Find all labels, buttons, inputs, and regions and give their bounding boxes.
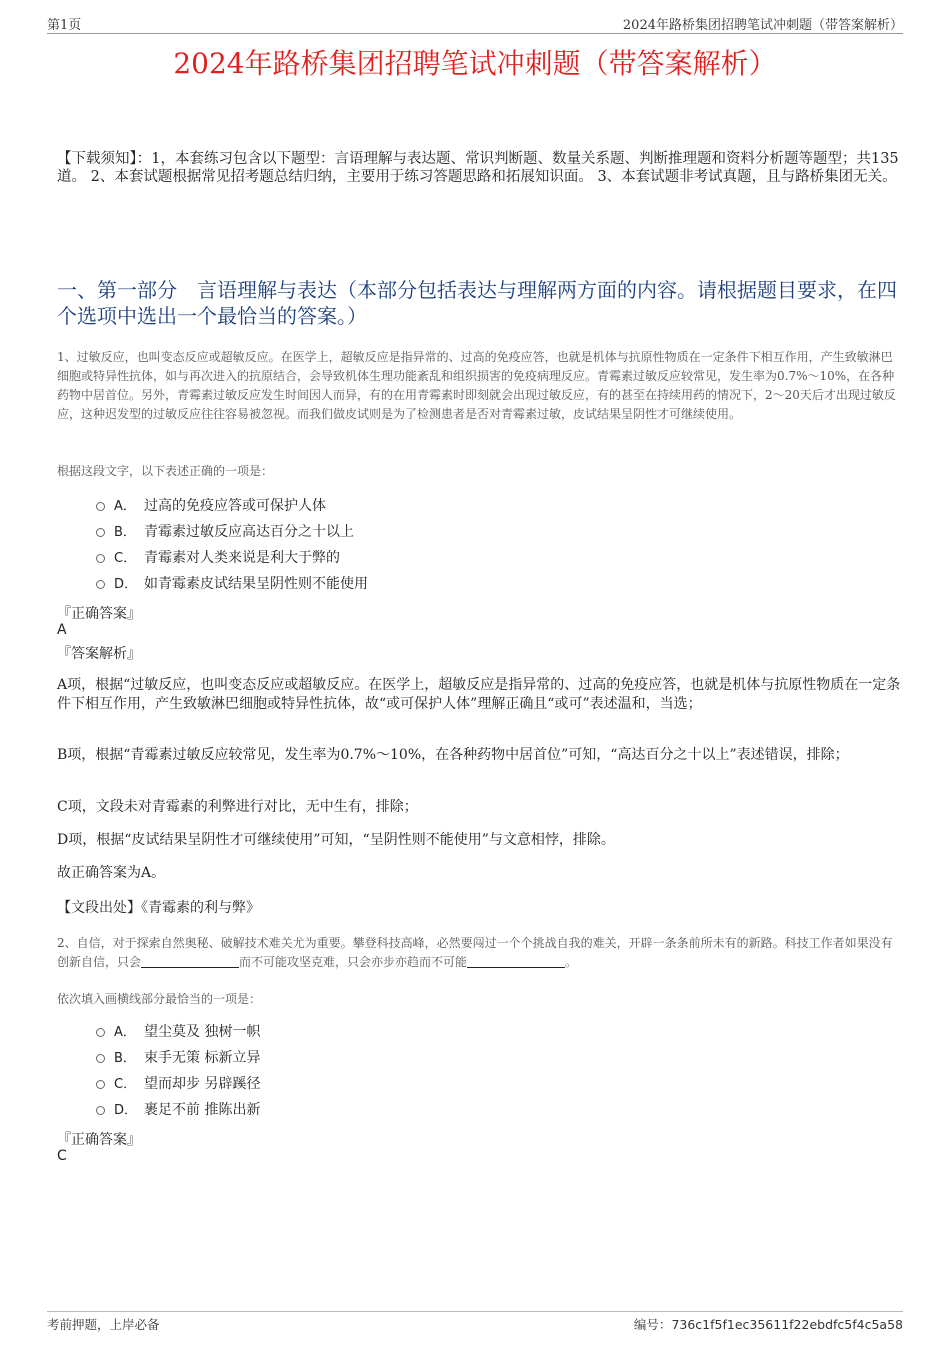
question-1-text: 1、过敏反应，也叫变态反应或超敏反应。在医学上，超敏反应是指异常的、过高的免疫应答，也就是机体与抗原性物质在一定条件下相互作用，产生致敏淋巴细胞或特异性抗体，如与再次进入的抗原结合，会导致机体生理功能紊乱和组织损害的免疫病理反应。青霉素过敏反应较常见，发生率为0.7%～10%，在各种药物中居首位。另外，青霉素过敏反应发生时间因人而异，有的在用青霉素时即刻就会出现过敏反应，有的甚至在持续用药的情况下，2～20天后才出现过敏反应，这种迟发型的过敏反应往往容易被忽视。而我们做皮试则是为了检测患者是否对青霉素过敏，皮试结果呈阴性才可继续使用。 bbox=[57, 350, 896, 421]
option-letter: B． bbox=[114, 525, 136, 540]
header-divider bbox=[47, 33, 903, 34]
question-2-text-middle: 而不可能攻坚克难，只会亦步亦趋而不可能 bbox=[239, 955, 468, 969]
question-2-answer-label: 『正确答案』 bbox=[57, 1132, 141, 1148]
radio-icon[interactable] bbox=[96, 528, 105, 537]
option-letter: C． bbox=[114, 551, 137, 566]
option-letter: C． bbox=[114, 1077, 137, 1092]
option-text: 青霉素过敏反应高达百分之十以上 bbox=[144, 524, 354, 540]
question-1-answer: A bbox=[57, 622, 67, 638]
question-2-text-after: 。 bbox=[565, 955, 578, 969]
option-letter: A． bbox=[114, 1025, 136, 1040]
option-text: 望尘莫及 独树一帜 bbox=[144, 1024, 261, 1040]
option-letter: D． bbox=[114, 1103, 138, 1118]
footer-code bbox=[634, 1315, 903, 1333]
radio-icon[interactable] bbox=[96, 1080, 105, 1089]
radio-icon[interactable] bbox=[96, 1028, 105, 1037]
radio-icon[interactable] bbox=[96, 502, 105, 511]
question-1-option-b[interactable] bbox=[96, 522, 354, 542]
radio-icon[interactable] bbox=[96, 1054, 105, 1063]
page-number: 第1页 bbox=[47, 18, 82, 33]
radio-icon[interactable] bbox=[96, 580, 105, 589]
analysis-conclusion: 故正确答案为A。 bbox=[57, 865, 166, 881]
question-2-option-d[interactable] bbox=[96, 1100, 260, 1120]
footer-divider bbox=[47, 1311, 903, 1312]
question-2-option-b[interactable] bbox=[96, 1048, 260, 1068]
question-1-prompt: 根据这段文字，以下表述正确的一项是： bbox=[57, 464, 274, 478]
option-text: 青霉素对人类来说是利大于弊的 bbox=[144, 550, 340, 566]
analysis-paragraph: B项，根据“青霉素过敏反应较常见，发生率为0.7%～10%，在各种药物中居首位”可知，“高达百分之十以上”表述错误，排除； bbox=[57, 747, 849, 763]
question-1-option-c[interactable] bbox=[96, 548, 340, 568]
option-text: 过高的免疫应答或可保护人体 bbox=[144, 498, 326, 514]
page-title: 2024年路桥集团招聘笔试冲刺题（带答案解析） bbox=[173, 47, 777, 80]
question-2-text-before: 2、自信，对于探索自然奥秘、破解技术难关尤为重要。攀登科技高峰，必然要闯过一个个挑战自我的难关，开辟一条条前所未有的新路。科技工作者如果没有创新自信，只会 bbox=[57, 936, 893, 969]
fill-blank-2[interactable] bbox=[467, 955, 565, 968]
question-1-option-a[interactable] bbox=[96, 496, 326, 516]
question-2-answer: C bbox=[57, 1148, 67, 1164]
footer-code-value: 736c1f5f1ec35611f22ebdfc5f4c5a58 bbox=[671, 1317, 903, 1332]
fill-blank-1[interactable] bbox=[141, 955, 239, 968]
option-letter: B． bbox=[114, 1051, 136, 1066]
question-2-option-c[interactable] bbox=[96, 1074, 260, 1094]
option-letter: D． bbox=[114, 577, 138, 592]
radio-icon[interactable] bbox=[96, 1106, 105, 1115]
option-text: 裹足不前 推陈出新 bbox=[144, 1102, 261, 1118]
footer-slogan: 考前押题，上岸必备 bbox=[47, 1317, 160, 1332]
analysis-paragraph: A项，根据“过敏反应，也叫变态反应或超敏反应。在医学上，超敏反应是指异常的、过高的免疫应答，也就是机体与抗原性物质在一定条件下相互作用，产生致敏淋巴细胞或特异性抗体，故“或可保护人体”理解正确且“或可”表述温和，当选； bbox=[57, 677, 901, 712]
radio-icon[interactable] bbox=[96, 554, 105, 563]
question-1-analysis-label: 『答案解析』 bbox=[57, 646, 141, 662]
section-heading: 一、第一部分 言语理解与表达（本部分包括表达与理解两方面的内容。请根据题目要求，在四个选项中选出一个最恰当的答案。） bbox=[57, 278, 897, 328]
question-1-source: 【文段出处】《青霉素的利与弊》 bbox=[57, 900, 260, 916]
download-notice: 【下载须知】：1，本套练习包含以下题型：言语理解与表达题、常识判断题、数量关系题、判断推理题和资料分析题等题型；共135道。 2、本套试题根据常见招考题总结归纳，主要用于练习答题思路和拓展知识面。 3、本套试题非考试真题，且与路桥集团无关。 bbox=[57, 151, 899, 185]
analysis-paragraph: C项，文段未对青霉素的利弊进行对比，无中生有，排除； bbox=[57, 799, 418, 815]
question-1-answer-label: 『正确答案』 bbox=[57, 606, 141, 622]
option-text: 束手无策 标新立异 bbox=[144, 1050, 261, 1066]
option-text: 望而却步 另辟蹊径 bbox=[144, 1076, 261, 1092]
footer-code-label: 编号： bbox=[633, 1317, 672, 1332]
question-2-prompt: 依次填入画横线部分最恰当的一项是： bbox=[57, 992, 262, 1006]
option-letter: A． bbox=[114, 499, 136, 514]
analysis-paragraph: D项，根据“皮试结果呈阴性才可继续使用”可知，“呈阴性则不能使用”与文意相悖，排除。 bbox=[57, 832, 615, 848]
header-doc-title: 2024年路桥集团招聘笔试冲刺题（带答案解析） bbox=[622, 18, 903, 33]
question-2-text bbox=[57, 934, 902, 972]
question-2-option-a[interactable] bbox=[96, 1022, 260, 1042]
option-text: 如青霉素皮试结果呈阴性则不能使用 bbox=[144, 576, 368, 592]
question-1-option-d[interactable] bbox=[96, 574, 368, 594]
